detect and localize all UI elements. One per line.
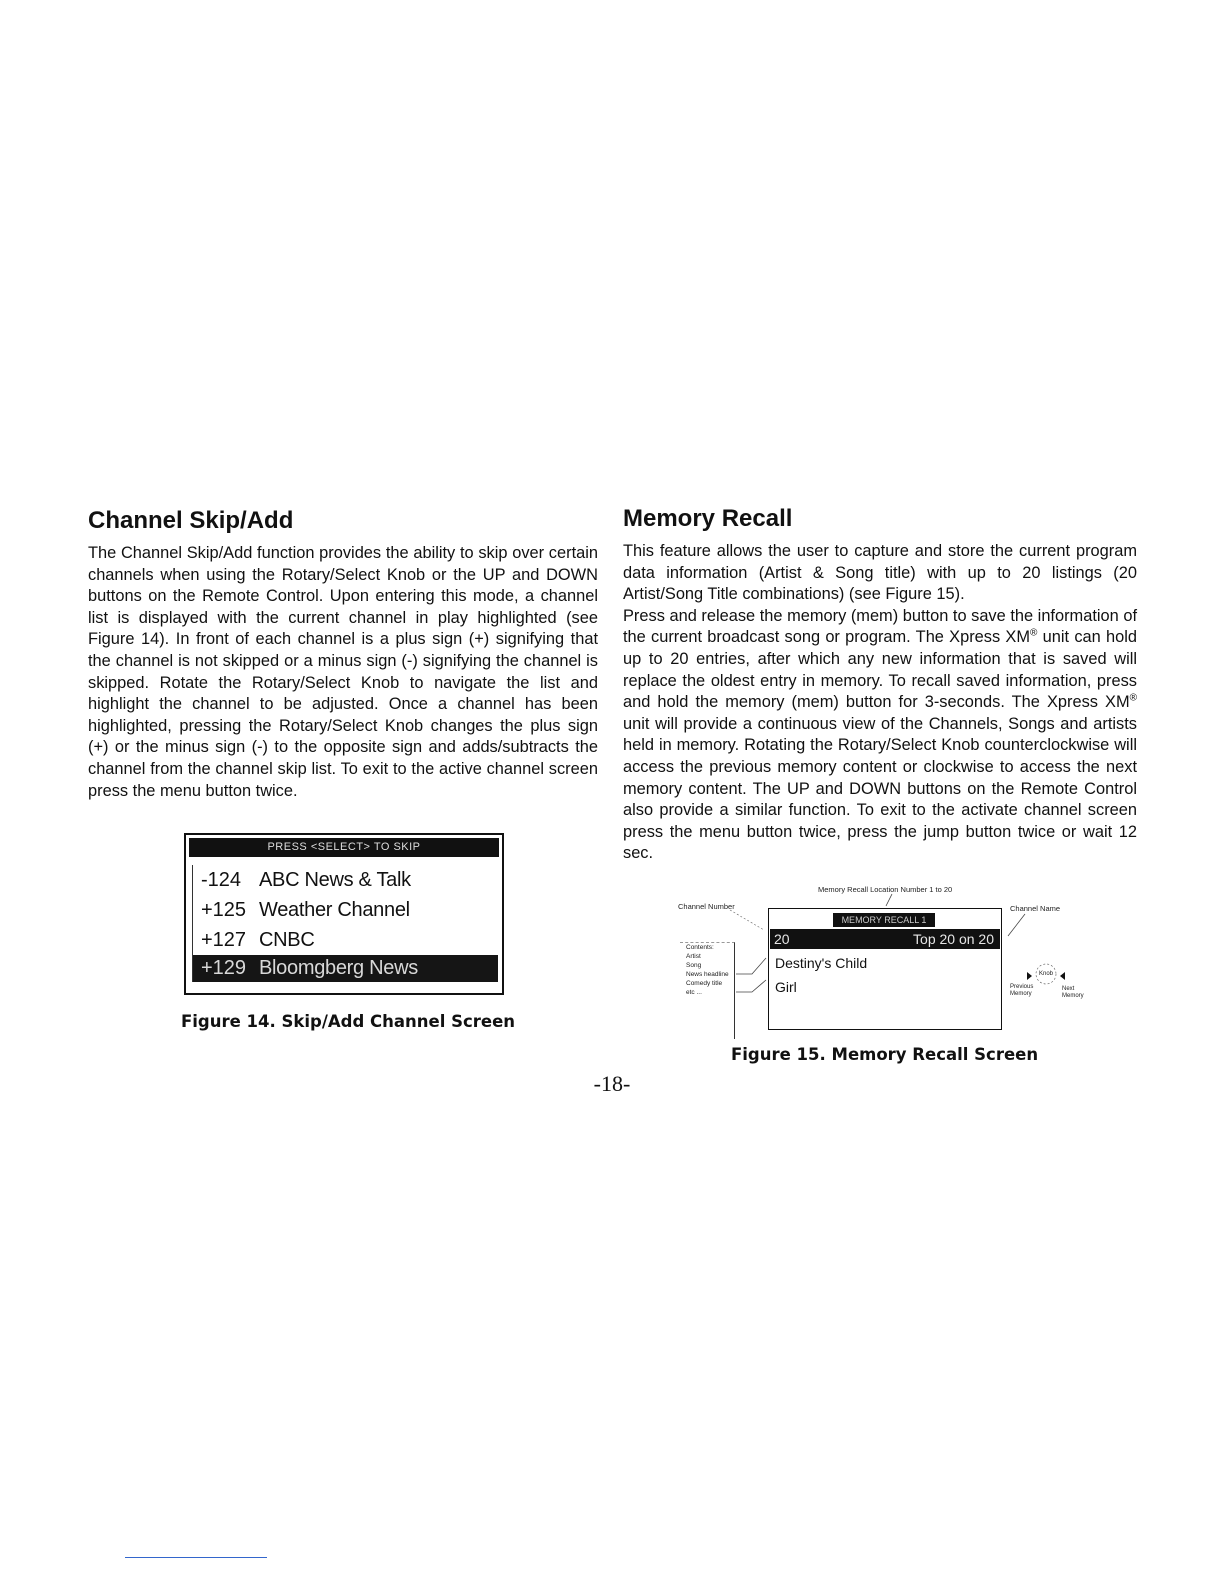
knob-label: Knob <box>1039 971 1054 977</box>
para2-part-a: Press and release the memory (mem) button to save the information of the current broadcast song or program. The Xpress XM <box>623 606 1137 647</box>
bracket-song <box>736 980 766 992</box>
previous-arrow-icon <box>1027 972 1032 980</box>
contents-item: Song <box>686 962 702 969</box>
footer-rule <box>125 1557 267 1558</box>
memory-channel-name: Top 20 on 20 <box>913 931 994 947</box>
memory-recall-figure <box>660 880 1110 1040</box>
memory-recall-para-1: This feature allows the user to capture and store the current program data information (Artist & Song title) with up to 20 listings (20 Artist/Song Title combinations) (see Figure 15). <box>623 542 1137 604</box>
arrow-channel-number <box>730 910 764 930</box>
figure-15-caption: Figure 15. Memory Recall Screen <box>731 1045 1039 1064</box>
channel-row-highlighted <box>193 955 498 982</box>
channel-name: Bloomgberg News <box>259 957 418 979</box>
registered-mark: ® <box>1129 692 1137 704</box>
para2-part-c: unit will provide a continuous view of the Channels, Songs and artists held in memory. Rotating the Rotary/Select Knob counterclockwise will access the previous memory content or clockwise to access the next memory content. The UP and DOWN buttons on the Remote Control also provide a similar function. To exit to the activate channel screen press the menu button twice, press the jump button twice or wait 12 sec. <box>623 714 1137 863</box>
memory-recall-screen <box>768 908 1002 1030</box>
channel-number: +129 <box>201 957 247 979</box>
channel-name: Weather Channel <box>259 899 410 921</box>
memory-recall-section <box>623 503 1137 865</box>
skip-add-channel-screen <box>184 833 504 995</box>
contents-legend <box>680 942 735 1039</box>
channel-skip-add-section <box>88 505 598 802</box>
arrow-channel-name <box>1008 914 1025 936</box>
registered-mark: ® <box>1030 627 1038 639</box>
skip-screen-header: PRESS <SELECT> TO SKIP <box>189 838 499 857</box>
para2-part-b: unit can hold up to 20 entries, after which any new information that is saved will replace the oldest entry in memory. To recall saved information, press and hold the memory (mem) button for 3-seconds. The Xpress XM <box>623 628 1137 712</box>
channel-skip-add-heading: Channel Skip/Add <box>88 507 294 534</box>
contents-title: Contents: <box>686 944 714 951</box>
memory-channel-row <box>770 929 1000 949</box>
bracket-artist <box>736 958 766 974</box>
next-memory-label: Next Memory <box>1062 986 1084 999</box>
next-arrow-icon <box>1060 972 1065 980</box>
contents-item: News headline <box>686 971 729 978</box>
arrow-location <box>886 894 892 906</box>
channel-number: +125 <box>201 899 247 921</box>
channel-row <box>193 925 498 955</box>
channel-name-label: Channel Name <box>1010 904 1061 913</box>
figure-14-caption: Figure 14. Skip/Add Channel Screen <box>181 1012 516 1031</box>
memory-recall-para-2 <box>623 606 1137 865</box>
memory-artist: Destiny's Child <box>775 955 868 971</box>
channel-row <box>193 865 498 895</box>
channel-name: CNBC <box>259 929 315 951</box>
memory-recall-header: MEMORY RECALL 1 <box>833 913 935 927</box>
memory-song: Girl <box>775 979 797 995</box>
contents-item: Comedy title <box>686 980 723 987</box>
channel-list <box>192 865 498 982</box>
contents-item: etc ... <box>686 989 702 996</box>
channel-skip-add-body: The Channel Skip/Add function provides the ability to skip over certain channels when using the Rotary/Select Knob or the UP and DOWN buttons on the Remote Control. Upon entering this mode, a channel list is displayed with the current channel in play highlighted (see Figure 14). In front of each channel is a plus sign (+) signifying that the channel is not skipped or a minus sign (-) signifying the channel is skipped. Rotate the Rotary/Select Knob to navigate the list and highlight the channel to be adjusted. Once a channel has been highlighted, pressing the Rotary/Select Knob changes the plus sign (+) or the minus sign (-) to the opposite sign and adds/subtracts the channel from the channel skip list. To exit to the active channel screen press the menu button twice. <box>88 544 598 800</box>
channel-row <box>193 895 498 925</box>
location-label: Memory Recall Location Number 1 to 20 <box>818 885 953 894</box>
channel-name: ABC News & Talk <box>259 869 411 891</box>
contents-item: Artist <box>686 953 701 960</box>
channel-number: -124 <box>201 869 242 891</box>
channel-number: +127 <box>201 929 247 951</box>
memory-recall-heading: Memory Recall <box>623 505 793 532</box>
channel-number-label: Channel Number <box>678 902 735 911</box>
page-number: -18- <box>593 1071 631 1096</box>
memory-channel-number: 20 <box>774 931 790 947</box>
previous-memory-label: Previous Memory <box>1010 984 1034 997</box>
